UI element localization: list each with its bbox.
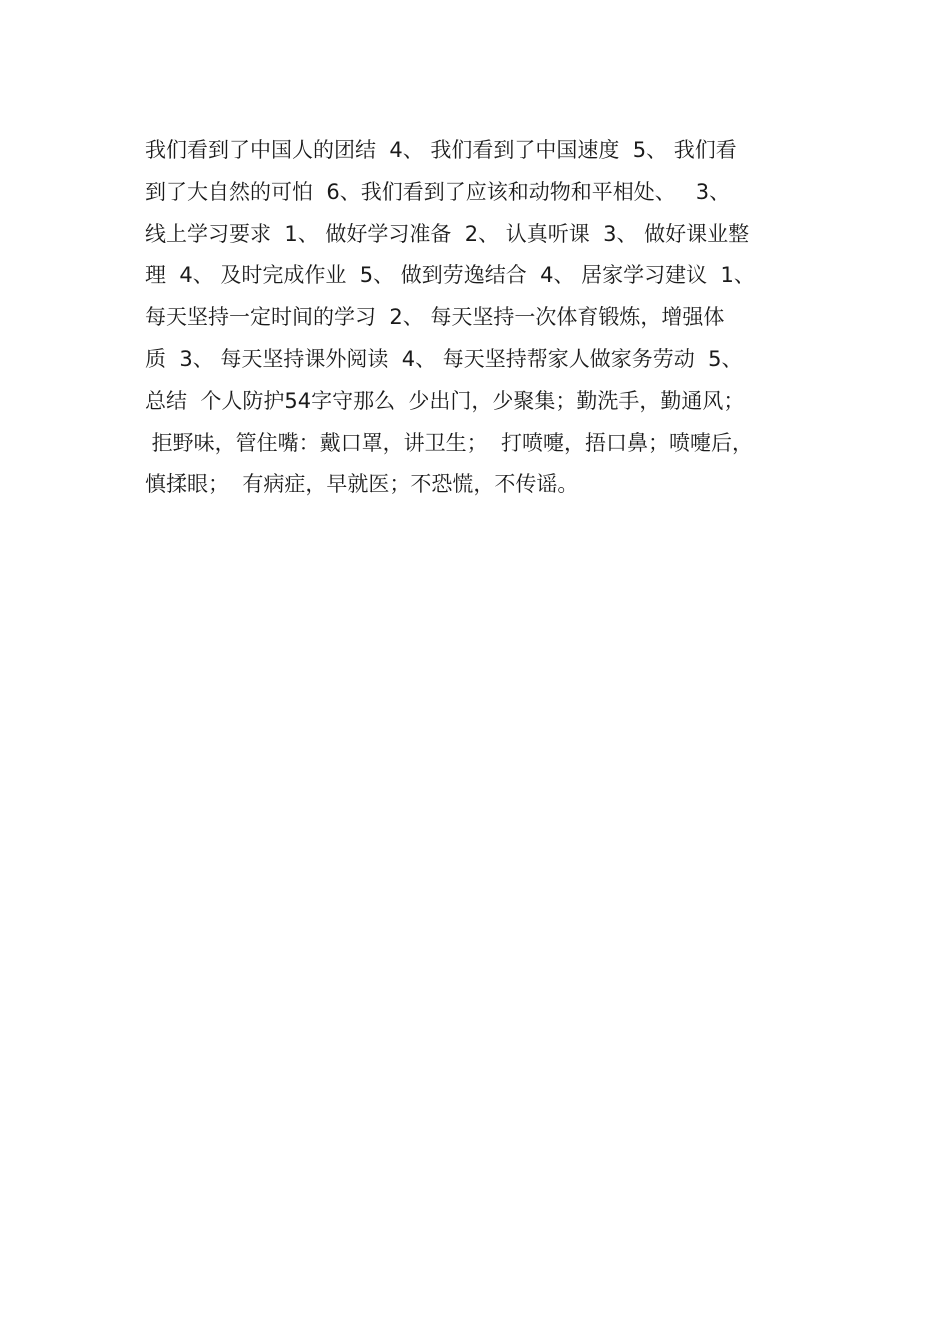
- text-line: 线上学习要求 1、 做好学习准备 2、 认真听课 3、 做好课业整: [145, 221, 750, 246]
- text-line: 总结 个人防护54字守那么 少出门，少聚集；勤洗手，勤通风；: [145, 388, 745, 413]
- text-line: 到了大自然的可怕 6、我们看到了应该和动物和平相处、 3、: [145, 179, 731, 204]
- text-line: 拒野味，管住嘴：戴口罩，讲卫生； 打喷嚏，捂口鼻；喷嚏后，: [145, 430, 754, 455]
- text-line: 我们看到了中国人的团结 4、 我们看到了中国速度 5、 我们看: [145, 138, 737, 162]
- text-line: 慎揉眼； 有病症，早就医；不恐慌，不传谣。: [145, 472, 579, 497]
- body-paragraph: [145, 130, 835, 506]
- text-line: 质 3、 每天坚持课外阅读 4、 每天坚持帮家人做家务劳动 5、: [145, 346, 743, 371]
- text-line: 每天坚持一定时间的学习 2、 每天坚持一次体育锻炼，增强体: [145, 305, 725, 330]
- text-line: 理 4、 及时完成作业 5、 做到劳逸结合 4、 居家学习建议 1、: [145, 263, 755, 288]
